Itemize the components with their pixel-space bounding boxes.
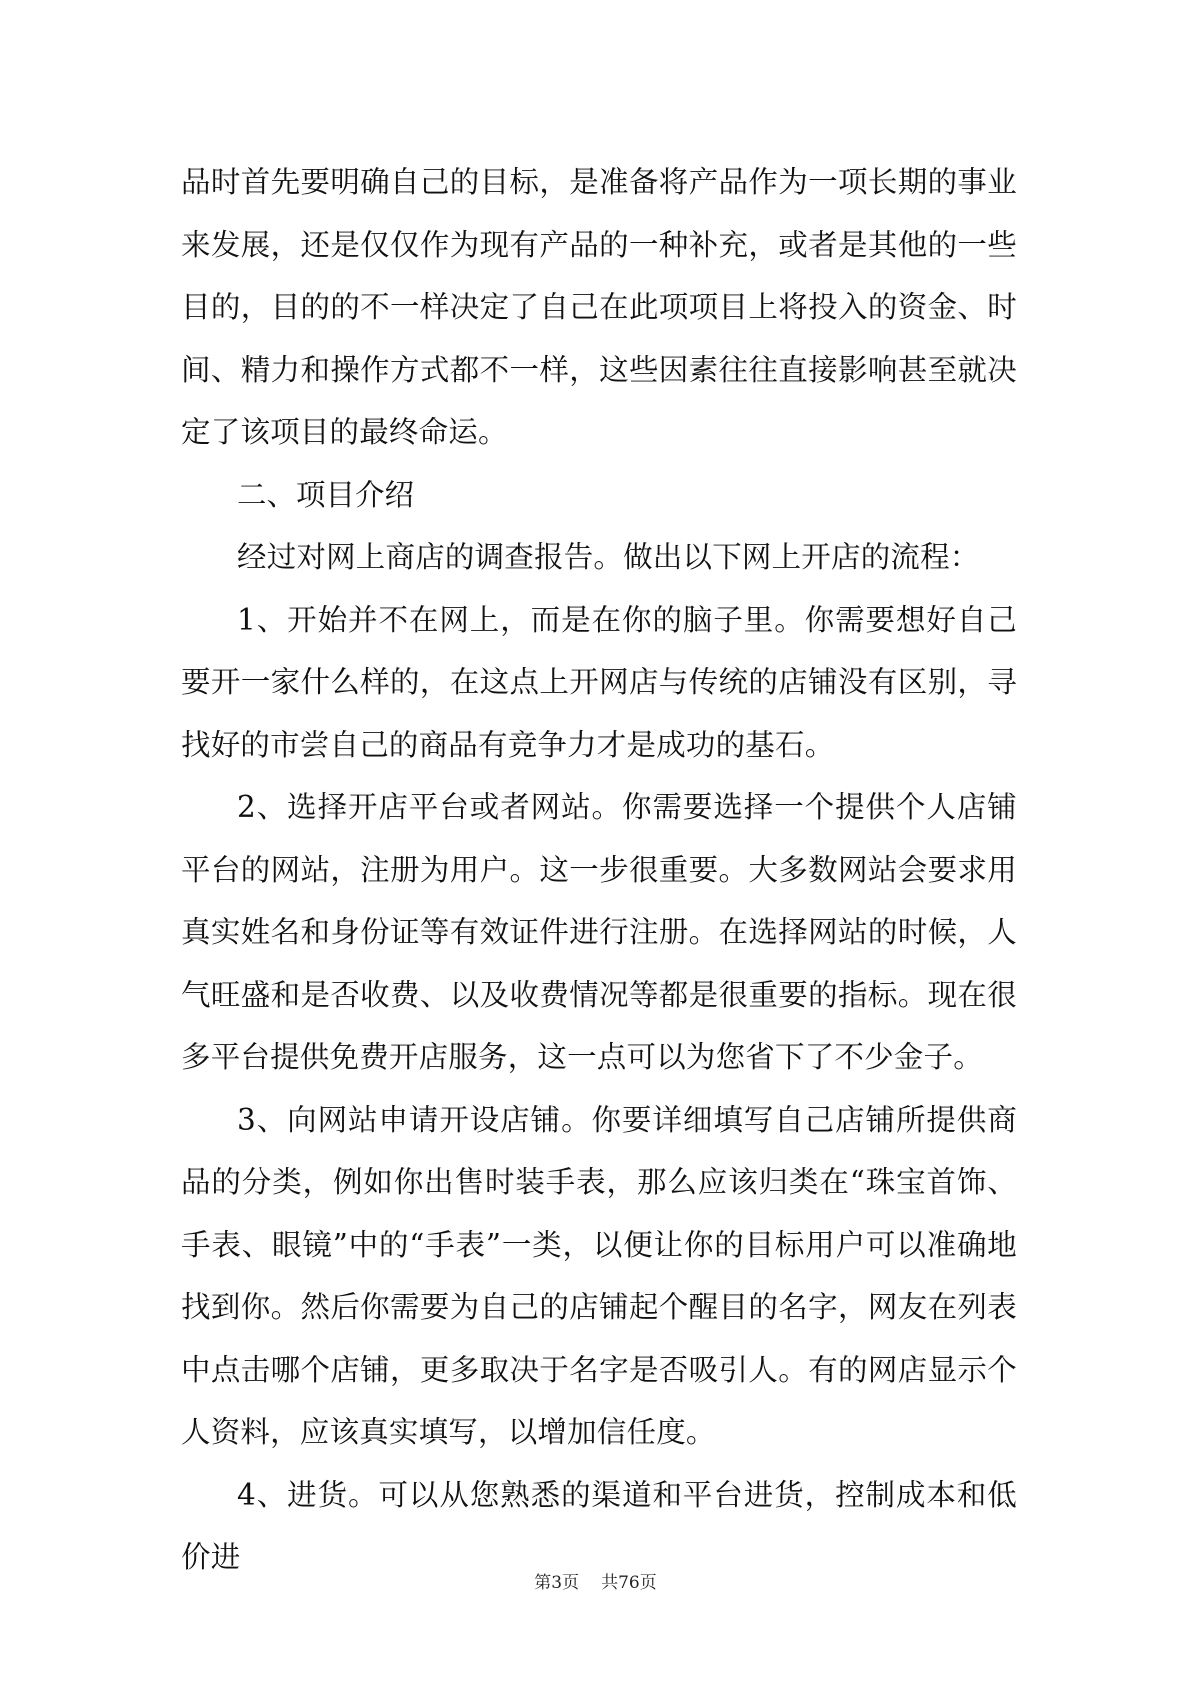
paragraph-step-1: 1、开始并不在网上，而是在你的脑子里。你需要想好自己要开一家什么样的，在这点上开网店与传统的店铺没有区别，寻找好的市尝自己的商品有竞争力才是成功的基石。 — [181, 602, 1017, 762]
section-heading: 二、项目介绍 — [237, 477, 415, 512]
paragraph-continuation: 品时首先要明确自己的目标，是准备将产品作为一项长期的事业来发展，还是仅仅作为现有产品的一种补充，或者是其他的一些目的，目的的不一样决定了自己在此项项目上将投入的资金、时间、精力和操作方式都不一样，这些因素往往直接影响甚至就决定了该项目的最终命运。 — [181, 165, 1017, 449]
paragraph-step-2: 2、选择开店平台或者网站。你需要选择一个提供个人店铺平台的网站，注册为用户。这一步很重要。大多数网站会要求用真实姓名和身份证等有效证件进行注册。在选择网站的时候，人气旺盛和是否收费、以及收费情况等都是很重要的指标。现在很多平台提供免费开店服务，这一点可以为您省下了不少金子。 — [181, 790, 1017, 1074]
page-number: 第3页 — [534, 1573, 580, 1593]
paragraph-intro: 经过对网上商店的调查报告。做出以下网上开店的流程： — [237, 540, 980, 574]
paragraph-step-3: 3、向网站申请开设店铺。你要详细填写自己店铺所提供商品的分类，例如你出售时装手表，那么应该归类在“珠宝首饰、手表、眼镜”中的“手表”一类，以便让你的目标用户可以准确地找到你。然后你需要为自己的店铺起个醒目的名字，网友在列表中点击哪个店铺，更多取决于名字是否吸引人。有的网店显示个人资料，应该真实填写，以增加信任度。 — [181, 1102, 1017, 1449]
paragraph-step-4: 4、进货。可以从您熟悉的渠道和平台进货，控制成本和低价进 — [181, 1477, 1017, 1574]
page-footer — [0, 1568, 1191, 1593]
page-total: 共76页 — [601, 1573, 657, 1593]
document-body — [181, 151, 1017, 1589]
